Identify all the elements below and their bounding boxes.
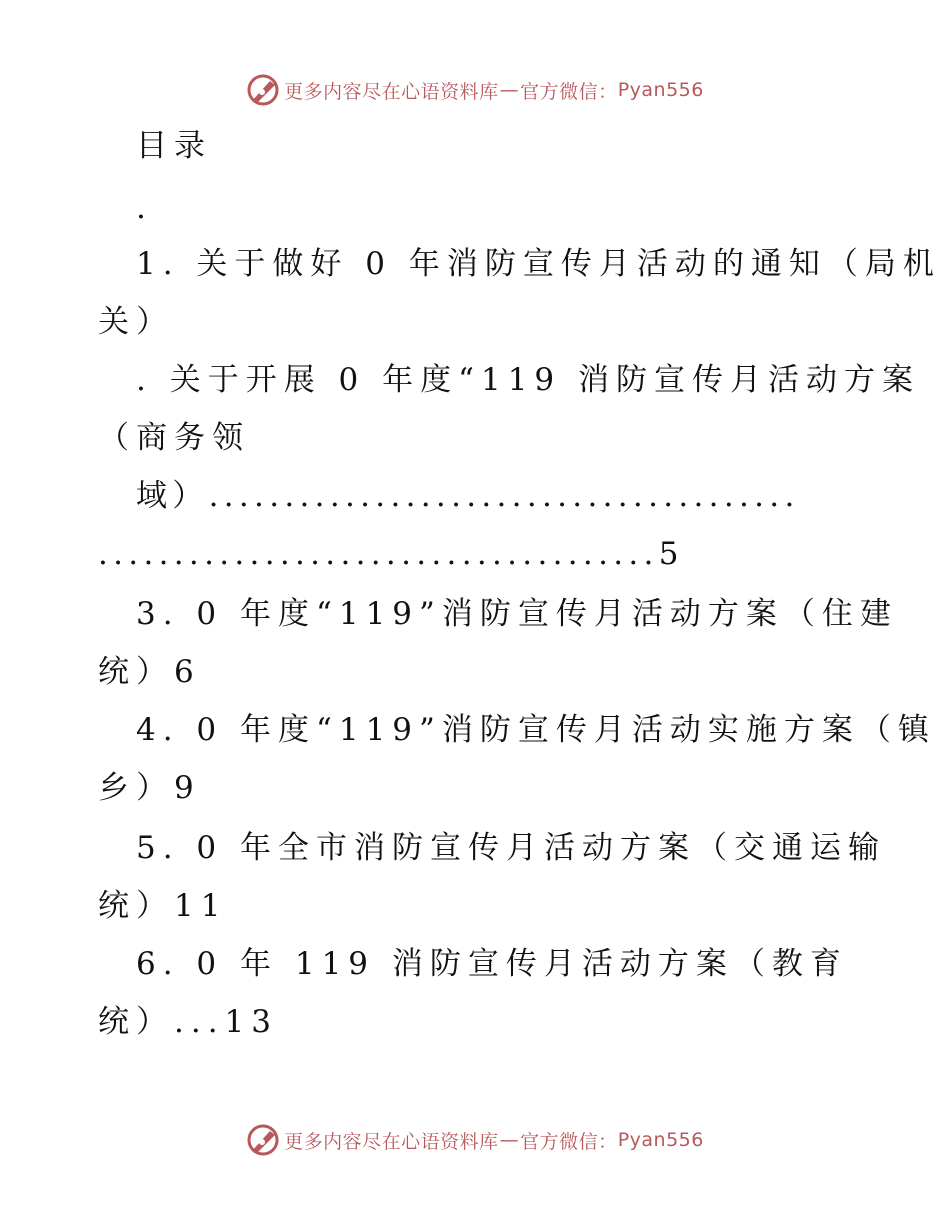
pen-logo-icon — [246, 1123, 280, 1157]
toc-line-10: 4. 0 年度“119”消防宣传月活动实施方案（镇 — [136, 712, 936, 748]
footer-watermark — [0, 1120, 950, 1160]
toc-line-13: 统）11 — [98, 888, 228, 924]
header-watermark — [0, 70, 950, 110]
toc-line-15: 统）...13 — [98, 1004, 279, 1040]
toc-line-9: 统）6 — [98, 654, 201, 690]
toc-line-1: . — [136, 190, 153, 226]
watermark-wechat-id: Pyan556 — [617, 79, 704, 101]
toc-line-2: 1. 关于做好 0 年消防宣传月活动的通知（局机 — [136, 246, 941, 282]
toc-line-14: 6. 0 年 119 消防宣传月活动方案（教育 — [136, 946, 848, 982]
toc-line-7: .....................................5 — [98, 536, 684, 572]
toc-line-4: . 关于开展 0 年度“119 消防宣传月活动方案 — [136, 362, 921, 398]
watermark-wechat-id: Pyan556 — [617, 1129, 704, 1151]
toc-line-5: （商务领 — [98, 420, 250, 456]
toc-title: 目录 — [136, 128, 212, 164]
watermark-text: 更多内容尽在心语资料库 — [284, 80, 499, 103]
watermark-label: 官方微信： — [520, 1130, 618, 1153]
watermark-label: 官方微信： — [520, 80, 618, 103]
toc-line-3: 关） — [98, 304, 174, 340]
watermark-separator: — — [499, 1129, 520, 1151]
watermark-text: 更多内容尽在心语资料库 — [284, 1130, 499, 1153]
pen-logo-icon — [246, 73, 280, 107]
toc-line-6: 域）....................................... — [136, 478, 800, 514]
toc-line-11: 乡）9 — [98, 770, 201, 806]
toc-line-8: 3. 0 年度“119”消防宣传月活动方案（住建 — [136, 596, 898, 632]
toc-line-12: 5. 0 年全市消防宣传月活动方案（交通运输 — [136, 830, 887, 866]
watermark-separator: — — [499, 79, 520, 101]
